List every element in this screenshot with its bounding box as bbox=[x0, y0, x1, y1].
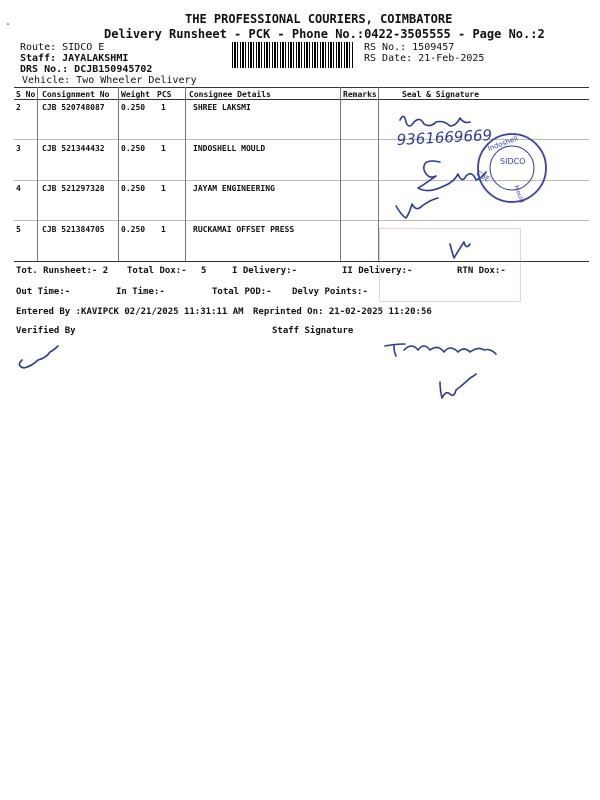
seal-text-middle: SIDCO bbox=[500, 157, 526, 166]
rs-date: RS Date: 21-Feb-2025 bbox=[364, 53, 485, 64]
table-row-weight: 0.250 bbox=[121, 184, 146, 193]
i-delivery: I Delivery:- bbox=[232, 266, 298, 276]
reprinted-on: Reprinted On: 21-02-2025 11:20:56 bbox=[253, 307, 432, 317]
signature-scribble bbox=[19, 346, 58, 368]
staff-label: Staff: JAYALAKSHMI bbox=[20, 53, 129, 64]
delvy-points: Delvy Points:- bbox=[292, 287, 368, 297]
seal-text-bottom: CBE bbox=[474, 169, 491, 184]
handwritten-phone: 9361669669 bbox=[396, 126, 493, 149]
col-header-seal: Seal & Signature bbox=[402, 90, 480, 99]
table-row-consignment: CJB 521297328 bbox=[42, 184, 105, 193]
staff-signature-label: Staff Signature bbox=[272, 326, 354, 336]
col-header-consignee: Consignee Details bbox=[189, 90, 271, 99]
entered-by: Entered By :KAVIPCK 02/21/2025 11:31:11 AM bbox=[16, 307, 244, 317]
table-row-consignment: CJB 521384705 bbox=[42, 225, 105, 234]
rtn-dox: RTN Dox:- bbox=[457, 266, 506, 276]
table-row-pcs: 1 bbox=[161, 103, 166, 112]
total-pod: Total POD:- bbox=[212, 287, 272, 297]
col-header-pcs: PCS bbox=[157, 90, 172, 99]
col-header-remarks: Remarks bbox=[343, 90, 377, 99]
table-row-weight: 0.250 bbox=[121, 103, 146, 112]
table-row-weight: 0.250 bbox=[121, 225, 146, 234]
signature-scribble bbox=[385, 344, 496, 356]
drs-number: DRS No.: DCJB150945702 bbox=[20, 64, 153, 75]
signature-scribble bbox=[450, 242, 470, 258]
table-row-consignee: RUCKAMAI OFFSET PRESS bbox=[193, 225, 295, 234]
col-header-sno: S No bbox=[16, 90, 36, 99]
signature-scribble bbox=[440, 374, 476, 398]
table-row-pcs: 1 bbox=[161, 184, 166, 193]
table-row-sno: 5 bbox=[16, 225, 21, 234]
col-header-weight: Weight bbox=[121, 90, 150, 99]
table-row-consignee: SHREE LAKSMI bbox=[193, 103, 251, 112]
runsheet-subtitle: Delivery Runsheet - PCK - Phone No.:0422-3505555 - Page No.:2 bbox=[104, 27, 545, 41]
verified-by: Verified By bbox=[16, 326, 76, 336]
in-time: In Time:- bbox=[116, 287, 165, 297]
table-row-consignee: JAYAM ENGINEERING bbox=[193, 184, 275, 193]
rs-number: RS No.: 1509457 bbox=[364, 42, 455, 53]
table-row-weight: 0.250 bbox=[121, 144, 146, 153]
col-header-consignment: Consignment No bbox=[42, 90, 110, 99]
vehicle-label: Vehicle: Two Wheeler Delivery bbox=[22, 75, 197, 86]
seal-ring-text: Mould bbox=[512, 184, 526, 205]
route-label: Route: SIDCO E bbox=[20, 42, 105, 53]
total-dox-label: Total Dox:- bbox=[127, 266, 187, 276]
table-row-sno: 2 bbox=[16, 103, 21, 112]
tot-runsheet: Tot. Runsheet:- 2 bbox=[16, 266, 109, 276]
total-dox-value: 5 bbox=[201, 266, 207, 276]
table-row-sno: 3 bbox=[16, 144, 21, 153]
seal-text-top: Indoshell bbox=[486, 134, 520, 153]
signature-scribble bbox=[400, 116, 470, 126]
out-time: Out Time:- bbox=[16, 287, 71, 297]
scan-speck bbox=[7, 23, 9, 25]
company-seal bbox=[475, 134, 546, 204]
table-row-pcs: 1 bbox=[161, 144, 166, 153]
table-row-consignee: INDOSHELL MOULD bbox=[193, 144, 266, 153]
signature-scribble bbox=[396, 198, 438, 218]
ii-delivery: II Delivery:- bbox=[342, 266, 413, 276]
company-title: THE PROFESSIONAL COURIERS, COIMBATORE bbox=[185, 12, 453, 26]
table-row-consignment: CJB 521344432 bbox=[42, 144, 105, 153]
table-row-consignment: CJB 520748087 bbox=[42, 103, 105, 112]
table-row-sno: 4 bbox=[16, 184, 21, 193]
table-row-pcs: 1 bbox=[161, 225, 166, 234]
